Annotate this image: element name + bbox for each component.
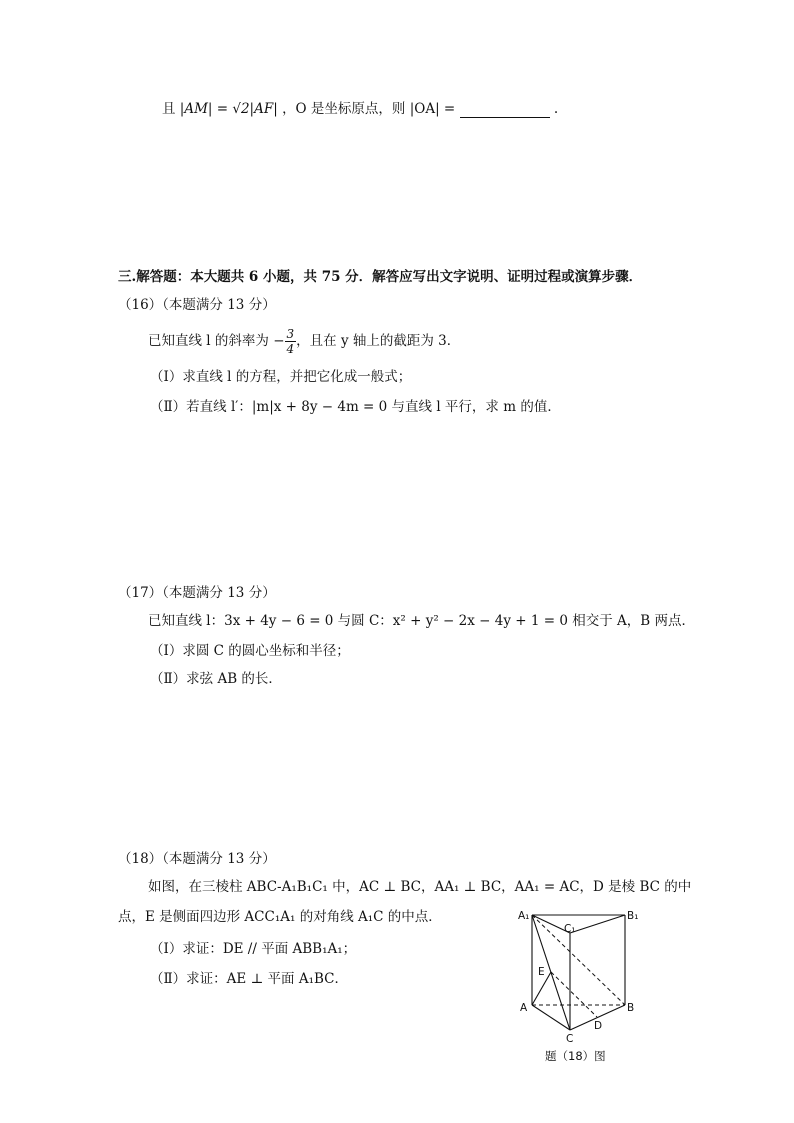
label-a: A [520,1002,528,1014]
q16-part1: （Ⅰ）求直线 l 的方程，并把它化成一般式； [150,369,412,385]
q16-stem-after: ，且在 y 轴上的截距为 3． [296,333,461,349]
q16-part2: （Ⅱ）若直线 l′：|m|x + 8y − 4m = 0 与直线 l 平行，求 m 的值． [150,399,561,415]
label-c: C [566,1033,574,1045]
q18-stem-line1: 如图，在三棱柱 ABC-A₁B₁C₁ 中，AC ⊥ BC，AA₁ ⊥ BC，AA₁ = AC，D 是棱 BC 的中 [148,879,692,895]
q18-stem-line2: 点，E 是侧面四边形 ACC₁A₁ 的对角线 A₁C 的中点． [118,909,442,925]
label-a1: A₁ [518,910,530,922]
q17-header: （17）（本题满分 13 分） [118,585,276,601]
q18-part2: （Ⅱ）求证：AE ⊥ 平面 A₁BC． [150,971,349,987]
prism-figure [510,905,650,1070]
q18-header: （18）（本题满分 13 分） [118,851,276,867]
section-heading: 三.解答题：本大题共 6 小题，共 75 分．解答应写出文字说明、证明过程或演算步骤． [118,269,643,285]
hidden-diagonal-a1-b [532,915,625,1005]
label-b: B [627,1002,635,1014]
label-b1: B₁ [627,910,639,922]
edge-c1-b1 [570,915,625,933]
q16-stem-before: 已知直线 l 的斜率为 − [148,333,285,349]
q16-stem [148,326,460,356]
edge-a-c [532,1005,570,1030]
label-d: D [594,1020,603,1032]
q18-part1: （Ⅰ）求证：DE // 平面 ABB₁A₁； [150,941,357,957]
top-prefix: 且 [162,101,176,117]
q16-header: （16）（本题满分 13 分） [118,297,276,313]
slope-fraction [285,327,297,356]
label-c1: C₁ [564,923,576,935]
label-e: E [538,966,545,978]
top-suffix: . [553,101,559,117]
figure-caption: 题（18）图 [545,1049,606,1063]
q17-part2: （Ⅱ）求弦 AB 的长． [150,671,282,687]
q17-stem: 已知直线 l：3x + 4y − 6 = 0 与圆 C：x² + y² − 2x − 4y + 1 = 0 相交于 A，B 两点． [148,613,695,629]
q17-part1: （Ⅰ）求圆 C 的圆心坐标和半径； [150,643,350,659]
answer-blank [460,103,550,118]
fraction-numerator: 3 [286,327,295,341]
top-expression: |AM| = √2|AF| [179,101,278,117]
top-middle: ，O 是坐标原点，则 |OA| = [282,101,456,117]
fraction-denominator: 4 [286,342,295,356]
top-line [162,100,558,118]
